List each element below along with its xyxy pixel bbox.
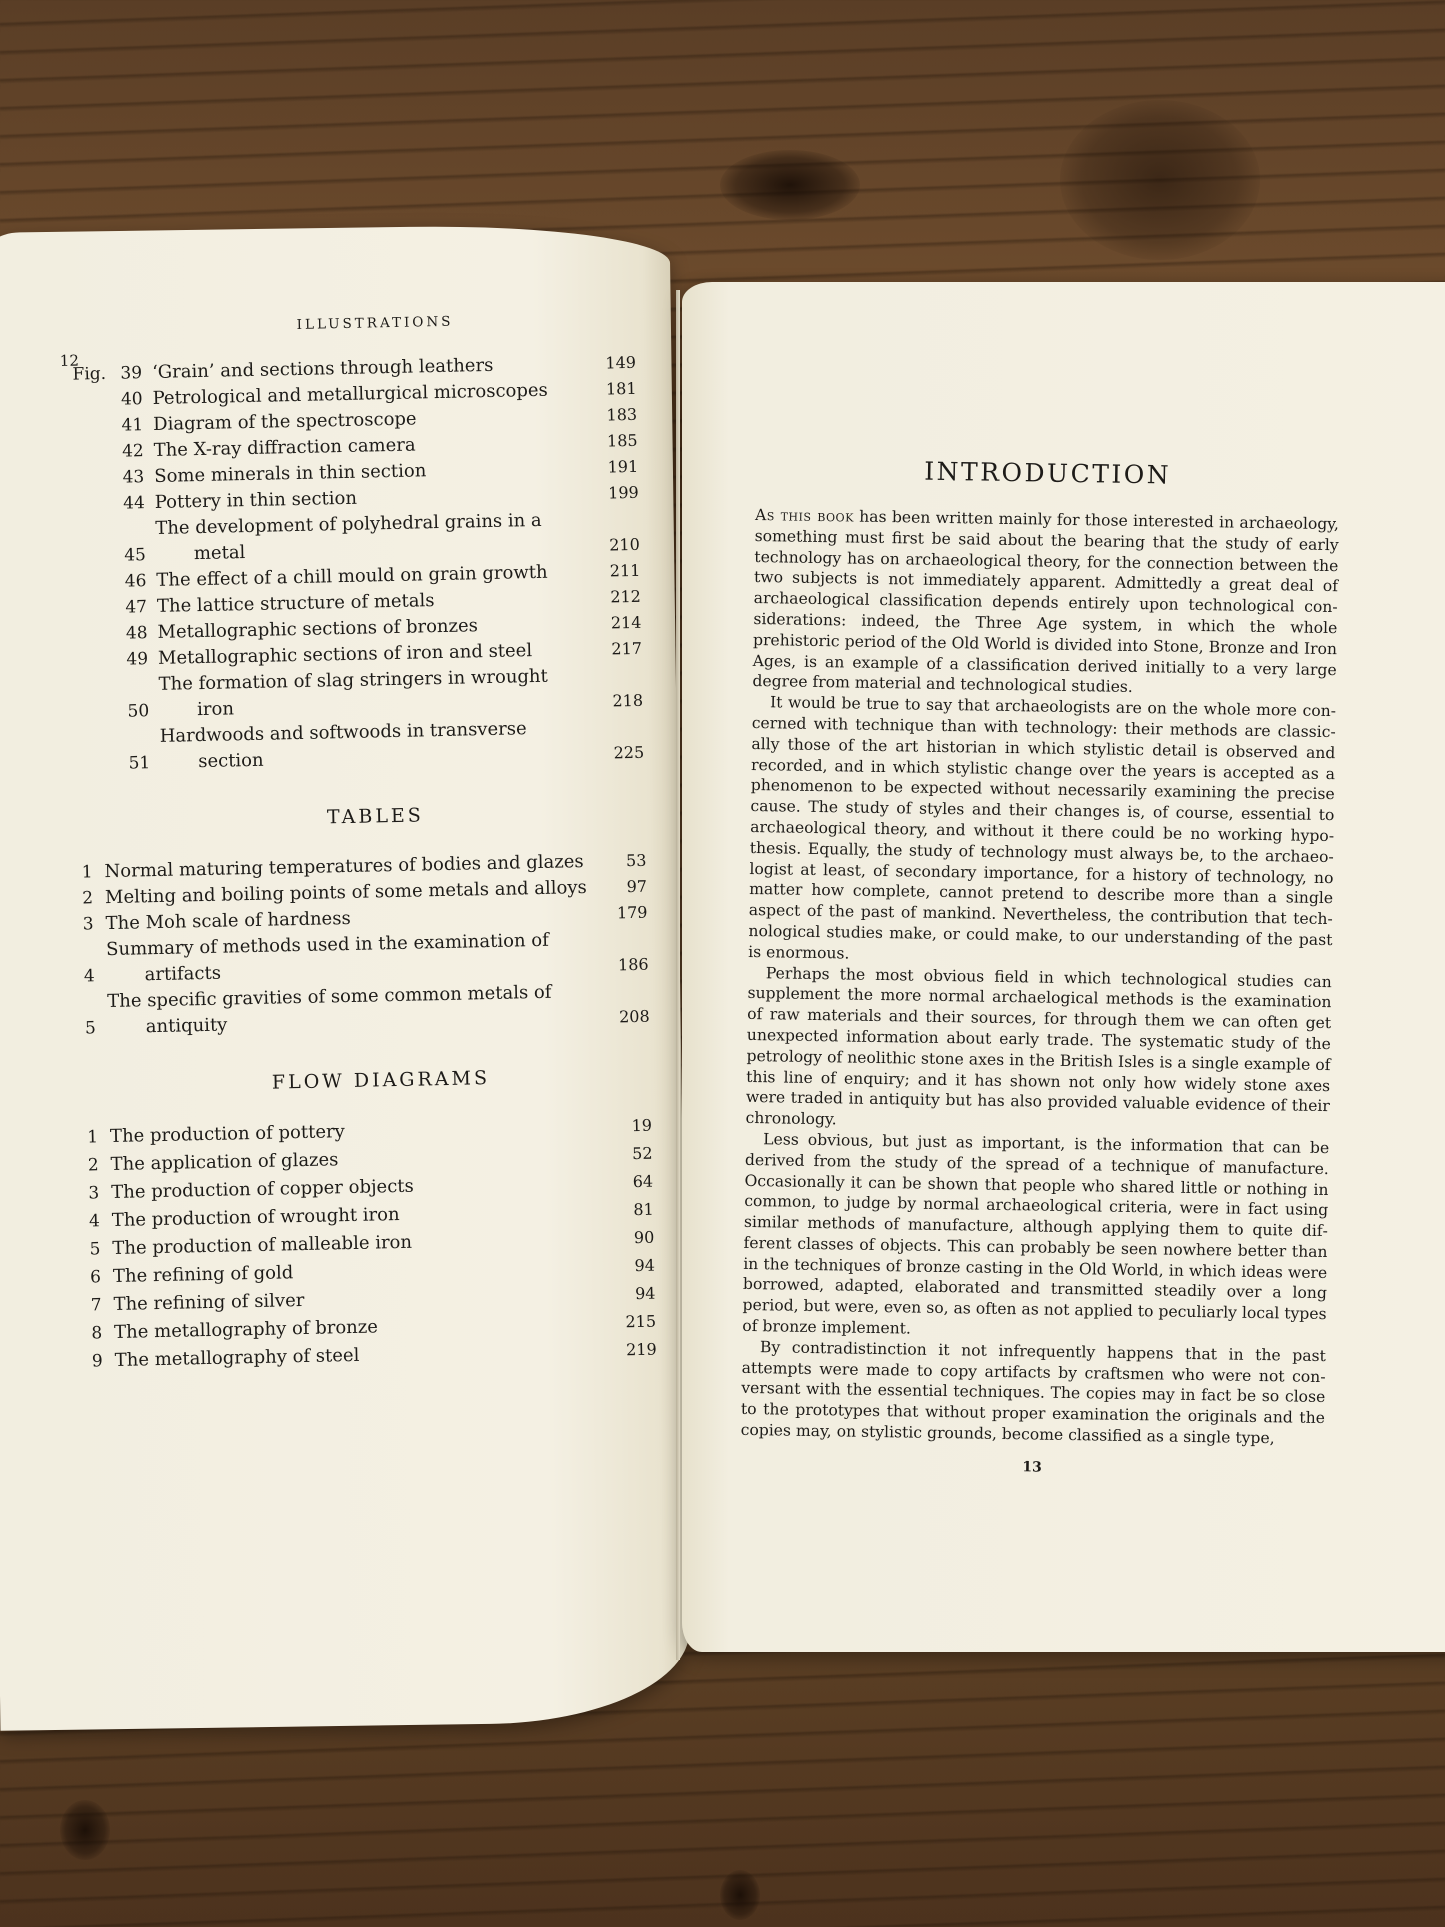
entry-number: 3 <box>88 1183 100 1204</box>
entry-title-text: The X-ray diffraction camera <box>153 434 416 461</box>
paragraph: It would be true to say that archaeologists are on the whole more concerned with technique than with technology: their methods are classically those of the art historian in which stylistic detail is observed and recorded, and in which stylistic change over the years is accepted as a phenomenon to be expected without necessarily examining the precise cause. The study of styles and their changes is, of course, essential to archaeological theory, and without it there could be no working hypothesis. Equally, the study of technology must always be, to the archaeologist at least, of secondary importance, for a history of technology, no matter how complete, cannot pretend to describe more than a single aspect of the past of mankind. Nevertheless, the contribution that technological studies make, or could make, to our understanding of the past is enormous. <box>748 693 1337 963</box>
book-gutter <box>676 290 680 1660</box>
entry-page-number: 218 <box>612 690 644 711</box>
entry-title-continuation: antiquity <box>145 1014 228 1038</box>
flow-diagrams-list <box>72 1112 657 1376</box>
entry-page-number: 90 <box>633 1227 655 1248</box>
entry-number: 42 <box>121 441 144 462</box>
entry-number: 50 <box>127 701 150 722</box>
flow-diagrams-heading: FLOW DIAGRAMS <box>271 1067 491 1094</box>
entry-number: 2 <box>87 1155 99 1176</box>
entry-title-text: The refining of silver <box>113 1289 305 1315</box>
entry-number: 4 <box>83 966 95 987</box>
entry-page-number: 208 <box>618 1006 650 1027</box>
paragraph: Perhaps the most obvious field in which technological studies can supplement the more normal archaelogical methods is the examination of raw materials and their sources, for through them we can often get unexpected information about early trade. The systematic study of the petrology of neolithic stone axes in the British Isles is a single example of this line of enquiry; and it has shown not only how widely stone axes were traded in antiquity but has also provided valuable evidence of their chronology. <box>745 963 1332 1129</box>
entry-title-text: The specific gravities of some common metals of <box>107 981 552 1013</box>
entry-number: 44 <box>122 493 146 514</box>
entry-title-text: Petrological and metallurgical microscopes <box>152 379 549 409</box>
entry-title <box>107 979 602 1041</box>
entry-title-text: The Moh scale of hardness <box>105 907 351 935</box>
entry-page-number: 149 <box>605 352 637 373</box>
entry-number: 47 <box>125 597 148 618</box>
entry-page-number: 212 <box>610 586 642 607</box>
entry-title <box>158 663 595 724</box>
entry-number: 49 <box>126 649 149 670</box>
entry-title-continuation: metal <box>193 542 246 565</box>
entry-title-text: Metallographic sections of iron and steel <box>157 640 533 669</box>
entry-page-number: 210 <box>609 534 640 555</box>
entry-title-continuation: iron <box>196 698 235 721</box>
entry-page-number: 211 <box>609 560 641 581</box>
entry-number: 8 <box>91 1323 103 1344</box>
paragraph: Less obvious, but just as important, is the information that can be derived from the study of the spread of a technique of manufacture. Occasionally it can be shown that people who shared little or nothing in common, to judge by normal archaeological criteria, were in fact using similar methods of manufacture, although applying them to quite different classes of objects. This can probably be seen nowhere better than in the techniques of bronze casting in the Old World, in which ideas were borrowed, adapted, elaborated and transmitted steadily over a long period, but were, even so, as often as not applied to peculiarly local types of bronze implement. <box>742 1130 1330 1338</box>
entry-page-number: 214 <box>610 612 642 633</box>
entry-number: 41 <box>121 415 144 436</box>
page-number: 13 <box>1022 1459 1042 1476</box>
introduction-page <box>740 454 1340 1480</box>
entry-number: 45 <box>124 545 147 566</box>
chapter-title: INTRODUCTION <box>924 456 1172 490</box>
illustrations-list-page <box>55 310 657 1376</box>
entry-page-number: 186 <box>617 954 649 975</box>
entry-title-text: The effect of a chill mould on grain growth <box>156 561 548 591</box>
entry-page-number: 64 <box>632 1171 654 1192</box>
entry-number: 7 <box>90 1295 102 1316</box>
entry-page-number: 217 <box>611 638 643 659</box>
entry-page-number: 81 <box>633 1199 654 1220</box>
entry-number: 39 <box>120 363 143 384</box>
entry-title-text: The formation of slag stringers in wrought <box>158 665 548 695</box>
figures-list <box>56 350 645 778</box>
entry-number: 4 <box>88 1211 101 1232</box>
entry-title-text: Hardwoods and softwoods in transverse <box>159 718 527 747</box>
entry-title-text: Normal maturing temperatures of bodies and glazes <box>104 851 584 883</box>
entry-page-number: 199 <box>607 482 639 503</box>
entry-page-number: 181 <box>605 378 637 399</box>
entry-title-text: Some minerals in thin section <box>154 460 427 487</box>
entry-title-text: The application of glazes <box>110 1149 339 1176</box>
entry-title-continuation: section <box>198 749 264 773</box>
paragraph <box>752 505 1339 701</box>
entry-page-number: 225 <box>613 742 645 763</box>
entry-page-number: 219 <box>625 1339 657 1360</box>
entry-number: 3 <box>82 914 94 935</box>
entry-title-text: The lattice structure of metals <box>156 590 435 617</box>
entry-page-number: 19 <box>631 1115 653 1136</box>
entry-title-text: The metallography of bronze <box>113 1316 379 1343</box>
entry-page-number: 179 <box>616 902 648 923</box>
entry-number: 43 <box>122 467 145 488</box>
entry-title-text: The development of polyhedral grains in a <box>155 509 542 539</box>
entry-number: 40 <box>120 389 143 410</box>
entry-number: 46 <box>124 571 147 592</box>
entry-number: 9 <box>91 1351 103 1372</box>
list-entry <box>69 978 650 1042</box>
entry-number: 1 <box>81 862 93 883</box>
tables-list <box>66 848 650 1042</box>
figure-prefix: Fig. <box>72 363 107 385</box>
entry-number: 2 <box>82 888 94 909</box>
entry-title-text: Melting and boiling points of some metals and alloys <box>104 876 587 909</box>
entry-page-number: 185 <box>606 430 638 451</box>
entry-page-number: 53 <box>625 850 647 871</box>
figure-prefix <box>65 777 119 778</box>
entry-title-text: Metallographic sections of bronzes <box>157 615 479 643</box>
paragraph: By contradistinction it not infrequently happens that in the past attempts were made to copy artifacts by craftsmen who were not conversant with the essential techniques. The copies may in fact be so close to the prototypes that without proper examination the originals and the copies may, on stylistic grounds, become classified as a single type, <box>740 1338 1327 1448</box>
page-number: 12 <box>59 351 80 370</box>
entry-title-text: The metallography of steel <box>114 1344 360 1371</box>
entry-title <box>159 715 596 776</box>
entry-page-number: 94 <box>634 1283 656 1304</box>
entry-title <box>155 507 592 568</box>
entry-page-number: 191 <box>607 456 639 477</box>
entry-title-continuation: artifacts <box>144 962 222 986</box>
entry-title-text: The production of copper objects <box>111 1175 414 1204</box>
wood-knot <box>720 1870 760 1920</box>
entry-title-text: The refining of gold <box>112 1262 294 1287</box>
entry-page-number: 94 <box>634 1255 656 1276</box>
entry-title-text: The production of malleable iron <box>112 1231 413 1259</box>
entry-page-number: 97 <box>626 876 648 897</box>
wood-knot <box>1060 100 1260 260</box>
entry-number: 5 <box>89 1239 101 1260</box>
entry-page-number: 215 <box>625 1311 657 1332</box>
entry-page-number: 183 <box>606 404 638 425</box>
entry-number: 5 <box>84 1018 97 1039</box>
entry-page-number: 52 <box>631 1143 653 1164</box>
entry-title-text: ‘Grain’ and sections through leathers <box>151 354 494 383</box>
paragraph-text: has been written mainly for those interested in archaeology, something must first be said about the bearing that the study of early technology has on archaeological theory, for the connection between the two subjects is not immediately apparent. Admittedly a great deal of archaeological classification depends entirely upon technological considerations: indeed, the Three Age system, in which the whole prehistoric period of the Old World is divided into Stone, Bronze and Iron Ages, is an example of a classification derived initially to a very large degree from material and technological studies. <box>752 507 1340 697</box>
paragraph-lead: As this book <box>754 505 855 526</box>
entry-number: 6 <box>89 1267 102 1288</box>
entry-title-text: Pottery in thin section <box>154 487 358 513</box>
entry-number: 1 <box>87 1127 99 1148</box>
tables-heading: TABLES <box>326 804 425 829</box>
entry-title-text: Diagram of the spectroscope <box>152 408 417 435</box>
entry-title-text: The production of wrought iron <box>111 1203 400 1232</box>
entry-number: 48 <box>125 623 148 644</box>
entry-title-text: Summary of methods used in the examination of <box>105 929 549 961</box>
entry-title-text: The production of pottery <box>109 1121 345 1148</box>
wood-knot <box>60 1800 110 1860</box>
wood-knot <box>720 150 860 220</box>
entry-number: 51 <box>128 753 151 774</box>
running-head: ILLUSTRATIONS <box>296 313 454 333</box>
